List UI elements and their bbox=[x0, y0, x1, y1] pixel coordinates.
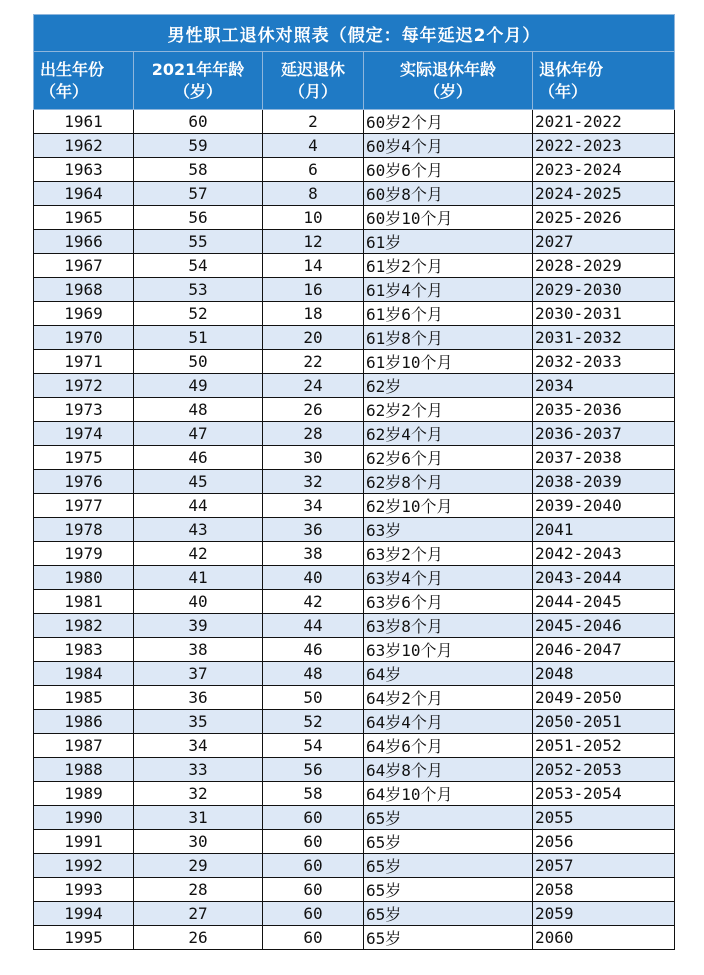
birth-year-cell: 1961 bbox=[34, 110, 134, 134]
table-row bbox=[34, 662, 675, 686]
retirement-year-cell: 2030-2031 bbox=[533, 302, 675, 326]
delay-months-cell: 12 bbox=[263, 230, 364, 254]
table-row bbox=[34, 902, 675, 926]
delay-months-cell: 54 bbox=[263, 734, 364, 758]
delay-months-cell: 6 bbox=[263, 158, 364, 182]
retirement-year-cell: 2022-2023 bbox=[533, 134, 675, 158]
delay-months-cell: 50 bbox=[263, 686, 364, 710]
table-row bbox=[34, 758, 675, 782]
delay-months-cell: 52 bbox=[263, 710, 364, 734]
birth-year-cell: 1965 bbox=[34, 206, 134, 230]
retirement-year-cell: 2032-2033 bbox=[533, 350, 675, 374]
actual-retirement-age-cell: 61岁 bbox=[364, 230, 533, 254]
delay-months-cell: 36 bbox=[263, 518, 364, 542]
table-row bbox=[34, 830, 675, 854]
age-2021-cell: 44 bbox=[134, 494, 263, 518]
table-row bbox=[34, 254, 675, 278]
retirement-year-cell: 2034 bbox=[533, 374, 675, 398]
birth-year-cell: 1977 bbox=[34, 494, 134, 518]
column-header-row bbox=[34, 52, 675, 110]
actual-retirement-age-cell: 61岁4个月 bbox=[364, 278, 533, 302]
actual-retirement-age-cell: 64岁 bbox=[364, 662, 533, 686]
birth-year-cell: 1972 bbox=[34, 374, 134, 398]
age-2021-cell: 36 bbox=[134, 686, 263, 710]
delay-months-cell: 56 bbox=[263, 758, 364, 782]
retirement-year-cell: 2042-2043 bbox=[533, 542, 675, 566]
retirement-year-cell: 2050-2051 bbox=[533, 710, 675, 734]
delay-months-cell: 34 bbox=[263, 494, 364, 518]
delay-months-cell: 58 bbox=[263, 782, 364, 806]
age-2021-cell: 28 bbox=[134, 878, 263, 902]
birth-year-cell: 1984 bbox=[34, 662, 134, 686]
retirement-year-cell: 2057 bbox=[533, 854, 675, 878]
actual-retirement-age-cell: 60岁10个月 bbox=[364, 206, 533, 230]
retirement-year-cell: 2055 bbox=[533, 806, 675, 830]
delay-months-cell: 60 bbox=[263, 830, 364, 854]
age-2021-cell: 38 bbox=[134, 638, 263, 662]
actual-retirement-age-cell: 60岁2个月 bbox=[364, 110, 533, 134]
actual-retirement-age-cell: 63岁6个月 bbox=[364, 590, 533, 614]
table-row bbox=[34, 782, 675, 806]
retirement-year-cell: 2037-2038 bbox=[533, 446, 675, 470]
header-line: 退休年份 bbox=[539, 59, 604, 79]
table-row bbox=[34, 446, 675, 470]
header-unit: （岁） bbox=[173, 81, 222, 101]
birth-year-cell: 1973 bbox=[34, 398, 134, 422]
table-row bbox=[34, 878, 675, 902]
actual-retirement-age-cell: 65岁 bbox=[364, 830, 533, 854]
age-2021-cell: 41 bbox=[134, 566, 263, 590]
retirement-year-cell: 2046-2047 bbox=[533, 638, 675, 662]
retirement-year-cell: 2035-2036 bbox=[533, 398, 675, 422]
table-row bbox=[34, 134, 675, 158]
birth-year-cell: 1974 bbox=[34, 422, 134, 446]
table-row bbox=[34, 302, 675, 326]
delay-months-cell: 40 bbox=[263, 566, 364, 590]
retirement-year-cell: 2059 bbox=[533, 902, 675, 926]
delay-months-cell: 60 bbox=[263, 902, 364, 926]
retirement-year-cell: 2052-2053 bbox=[533, 758, 675, 782]
header-unit: （月） bbox=[288, 81, 337, 101]
actual-retirement-age-cell: 63岁4个月 bbox=[364, 566, 533, 590]
table-row bbox=[34, 806, 675, 830]
table-row bbox=[34, 638, 675, 662]
birth-year-cell: 1986 bbox=[34, 710, 134, 734]
actual-retirement-age-cell: 65岁 bbox=[364, 902, 533, 926]
delay-months-cell: 14 bbox=[263, 254, 364, 278]
birth-year-cell: 1970 bbox=[34, 326, 134, 350]
retirement-year-cell: 2053-2054 bbox=[533, 782, 675, 806]
retirement-year-cell: 2031-2032 bbox=[533, 326, 675, 350]
birth-year-cell: 1966 bbox=[34, 230, 134, 254]
delay-months-cell: 18 bbox=[263, 302, 364, 326]
table-row bbox=[34, 470, 675, 494]
age-2021-cell: 60 bbox=[134, 110, 263, 134]
age-2021-cell: 40 bbox=[134, 590, 263, 614]
birth-year-cell: 1969 bbox=[34, 302, 134, 326]
table-body bbox=[34, 110, 675, 950]
birth-year-cell: 1976 bbox=[34, 470, 134, 494]
birth-year-cell: 1995 bbox=[34, 926, 134, 950]
birth-year-cell: 1992 bbox=[34, 854, 134, 878]
delay-months-cell: 20 bbox=[263, 326, 364, 350]
age-2021-cell: 42 bbox=[134, 542, 263, 566]
delay-months-cell: 8 bbox=[263, 182, 364, 206]
header-line: 出生年份 bbox=[40, 59, 105, 79]
age-2021-cell: 51 bbox=[134, 326, 263, 350]
retirement-year-cell: 2039-2040 bbox=[533, 494, 675, 518]
table-row bbox=[34, 110, 675, 134]
retirement-year-cell: 2038-2039 bbox=[533, 470, 675, 494]
retirement-year-cell: 2025-2026 bbox=[533, 206, 675, 230]
actual-retirement-age-cell: 62岁8个月 bbox=[364, 470, 533, 494]
actual-retirement-age-cell: 62岁10个月 bbox=[364, 494, 533, 518]
table-row bbox=[34, 542, 675, 566]
table-row bbox=[34, 374, 675, 398]
column-header-age-2021 bbox=[134, 52, 263, 110]
delay-months-cell: 24 bbox=[263, 374, 364, 398]
delay-months-cell: 48 bbox=[263, 662, 364, 686]
actual-retirement-age-cell: 63岁2个月 bbox=[364, 542, 533, 566]
actual-retirement-age-cell: 63岁10个月 bbox=[364, 638, 533, 662]
age-2021-cell: 26 bbox=[134, 926, 263, 950]
age-2021-cell: 37 bbox=[134, 662, 263, 686]
birth-year-cell: 1987 bbox=[34, 734, 134, 758]
age-2021-cell: 53 bbox=[134, 278, 263, 302]
birth-year-cell: 1975 bbox=[34, 446, 134, 470]
table-row bbox=[34, 206, 675, 230]
actual-retirement-age-cell: 61岁6个月 bbox=[364, 302, 533, 326]
actual-retirement-age-cell: 62岁4个月 bbox=[364, 422, 533, 446]
age-2021-cell: 56 bbox=[134, 206, 263, 230]
table-row bbox=[34, 182, 675, 206]
age-2021-cell: 49 bbox=[134, 374, 263, 398]
delay-months-cell: 16 bbox=[263, 278, 364, 302]
table-row bbox=[34, 326, 675, 350]
birth-year-cell: 1989 bbox=[34, 782, 134, 806]
retirement-year-cell: 2048 bbox=[533, 662, 675, 686]
delay-months-cell: 42 bbox=[263, 590, 364, 614]
column-header-actual-retirement-age bbox=[364, 52, 533, 110]
table-row bbox=[34, 278, 675, 302]
header-line: 实际退休年龄 bbox=[399, 59, 496, 79]
birth-year-cell: 1978 bbox=[34, 518, 134, 542]
header-unit: （岁） bbox=[423, 81, 472, 101]
column-header-retirement-year bbox=[533, 52, 675, 110]
retirement-year-cell: 2036-2037 bbox=[533, 422, 675, 446]
age-2021-cell: 27 bbox=[134, 902, 263, 926]
age-2021-cell: 29 bbox=[134, 854, 263, 878]
delay-months-cell: 32 bbox=[263, 470, 364, 494]
age-2021-cell: 48 bbox=[134, 398, 263, 422]
retirement-year-cell: 2041 bbox=[533, 518, 675, 542]
delay-months-cell: 60 bbox=[263, 926, 364, 950]
age-2021-cell: 45 bbox=[134, 470, 263, 494]
header-unit: （年） bbox=[539, 81, 588, 101]
retirement-year-cell: 2023-2024 bbox=[533, 158, 675, 182]
table-row bbox=[34, 518, 675, 542]
delay-months-cell: 60 bbox=[263, 878, 364, 902]
header-line: 延迟退休 bbox=[280, 59, 345, 79]
actual-retirement-age-cell: 65岁 bbox=[364, 854, 533, 878]
actual-retirement-age-cell: 64岁2个月 bbox=[364, 686, 533, 710]
retirement-year-cell: 2028-2029 bbox=[533, 254, 675, 278]
delay-months-cell: 4 bbox=[263, 134, 364, 158]
retirement-year-cell: 2029-2030 bbox=[533, 278, 675, 302]
delay-months-cell: 60 bbox=[263, 854, 364, 878]
birth-year-cell: 1981 bbox=[34, 590, 134, 614]
delay-months-cell: 60 bbox=[263, 806, 364, 830]
birth-year-cell: 1980 bbox=[34, 566, 134, 590]
actual-retirement-age-cell: 61岁10个月 bbox=[364, 350, 533, 374]
actual-retirement-age-cell: 61岁2个月 bbox=[364, 254, 533, 278]
actual-retirement-age-cell: 60岁6个月 bbox=[364, 158, 533, 182]
table-row bbox=[34, 158, 675, 182]
table-row bbox=[34, 590, 675, 614]
age-2021-cell: 32 bbox=[134, 782, 263, 806]
birth-year-cell: 1979 bbox=[34, 542, 134, 566]
age-2021-cell: 39 bbox=[134, 614, 263, 638]
age-2021-cell: 54 bbox=[134, 254, 263, 278]
retirement-year-cell: 2049-2050 bbox=[533, 686, 675, 710]
table-row bbox=[34, 422, 675, 446]
delay-months-cell: 2 bbox=[263, 110, 364, 134]
delay-months-cell: 44 bbox=[263, 614, 364, 638]
age-2021-cell: 59 bbox=[134, 134, 263, 158]
age-2021-cell: 50 bbox=[134, 350, 263, 374]
birth-year-cell: 1963 bbox=[34, 158, 134, 182]
age-2021-cell: 31 bbox=[134, 806, 263, 830]
retirement-year-cell: 2058 bbox=[533, 878, 675, 902]
retirement-year-cell: 2056 bbox=[533, 830, 675, 854]
birth-year-cell: 1968 bbox=[34, 278, 134, 302]
column-header-delay-months bbox=[263, 52, 364, 110]
retirement-year-cell: 2027 bbox=[533, 230, 675, 254]
actual-retirement-age-cell: 65岁 bbox=[364, 926, 533, 950]
actual-retirement-age-cell: 60岁4个月 bbox=[364, 134, 533, 158]
delay-months-cell: 38 bbox=[263, 542, 364, 566]
age-2021-cell: 34 bbox=[134, 734, 263, 758]
age-2021-cell: 52 bbox=[134, 302, 263, 326]
birth-year-cell: 1990 bbox=[34, 806, 134, 830]
delay-months-cell: 30 bbox=[263, 446, 364, 470]
birth-year-cell: 1993 bbox=[34, 878, 134, 902]
table-row bbox=[34, 566, 675, 590]
delay-months-cell: 10 bbox=[263, 206, 364, 230]
delay-months-cell: 22 bbox=[263, 350, 364, 374]
retirement-table-sheet bbox=[33, 14, 674, 950]
birth-year-cell: 1967 bbox=[34, 254, 134, 278]
table-row bbox=[34, 398, 675, 422]
age-2021-cell: 35 bbox=[134, 710, 263, 734]
age-2021-cell: 43 bbox=[134, 518, 263, 542]
delay-months-cell: 26 bbox=[263, 398, 364, 422]
birth-year-cell: 1994 bbox=[34, 902, 134, 926]
birth-year-cell: 1971 bbox=[34, 350, 134, 374]
actual-retirement-age-cell: 60岁8个月 bbox=[364, 182, 533, 206]
actual-retirement-age-cell: 62岁 bbox=[364, 374, 533, 398]
birth-year-cell: 1985 bbox=[34, 686, 134, 710]
birth-year-cell: 1982 bbox=[34, 614, 134, 638]
table-row bbox=[34, 614, 675, 638]
column-header-birth-year bbox=[34, 52, 134, 110]
table-title: 男性职工退休对照表（假定：每年延迟2个月） bbox=[34, 15, 675, 52]
age-2021-cell: 46 bbox=[134, 446, 263, 470]
delay-months-cell: 46 bbox=[263, 638, 364, 662]
actual-retirement-age-cell: 64岁6个月 bbox=[364, 734, 533, 758]
actual-retirement-age-cell: 65岁 bbox=[364, 806, 533, 830]
age-2021-cell: 33 bbox=[134, 758, 263, 782]
table-row bbox=[34, 350, 675, 374]
table-row bbox=[34, 230, 675, 254]
actual-retirement-age-cell: 62岁6个月 bbox=[364, 446, 533, 470]
table-row bbox=[34, 710, 675, 734]
age-2021-cell: 30 bbox=[134, 830, 263, 854]
delay-months-cell: 28 bbox=[263, 422, 364, 446]
retirement-year-cell: 2044-2045 bbox=[533, 590, 675, 614]
actual-retirement-age-cell: 63岁 bbox=[364, 518, 533, 542]
birth-year-cell: 1983 bbox=[34, 638, 134, 662]
header-unit: （年） bbox=[40, 81, 89, 101]
birth-year-cell: 1964 bbox=[34, 182, 134, 206]
birth-year-cell: 1962 bbox=[34, 134, 134, 158]
header-line: 2021年年龄 bbox=[151, 59, 245, 79]
retirement-year-cell: 2043-2044 bbox=[533, 566, 675, 590]
retirement-year-cell: 2021-2022 bbox=[533, 110, 675, 134]
table-row bbox=[34, 734, 675, 758]
age-2021-cell: 47 bbox=[134, 422, 263, 446]
actual-retirement-age-cell: 65岁 bbox=[364, 878, 533, 902]
actual-retirement-age-cell: 62岁2个月 bbox=[364, 398, 533, 422]
age-2021-cell: 57 bbox=[134, 182, 263, 206]
actual-retirement-age-cell: 64岁4个月 bbox=[364, 710, 533, 734]
retirement-year-cell: 2024-2025 bbox=[533, 182, 675, 206]
table-row bbox=[34, 494, 675, 518]
birth-year-cell: 1991 bbox=[34, 830, 134, 854]
actual-retirement-age-cell: 64岁8个月 bbox=[364, 758, 533, 782]
age-2021-cell: 58 bbox=[134, 158, 263, 182]
table-row bbox=[34, 854, 675, 878]
table-row bbox=[34, 926, 675, 950]
age-2021-cell: 55 bbox=[134, 230, 263, 254]
retirement-table bbox=[33, 14, 675, 950]
actual-retirement-age-cell: 63岁8个月 bbox=[364, 614, 533, 638]
birth-year-cell: 1988 bbox=[34, 758, 134, 782]
actual-retirement-age-cell: 61岁8个月 bbox=[364, 326, 533, 350]
actual-retirement-age-cell: 64岁10个月 bbox=[364, 782, 533, 806]
retirement-year-cell: 2060 bbox=[533, 926, 675, 950]
table-row bbox=[34, 686, 675, 710]
retirement-year-cell: 2045-2046 bbox=[533, 614, 675, 638]
retirement-year-cell: 2051-2052 bbox=[533, 734, 675, 758]
table-title-row bbox=[34, 15, 675, 52]
